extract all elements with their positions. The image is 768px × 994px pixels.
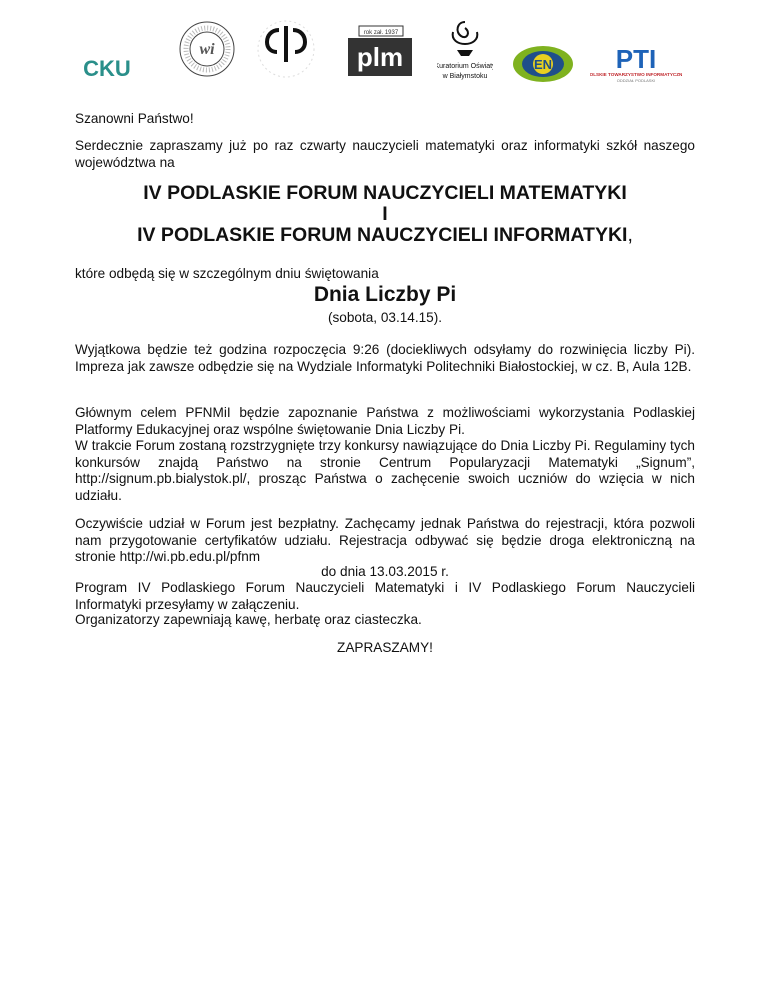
kuratorium-logo (437, 18, 493, 82)
forum-heading-comma: , (627, 224, 633, 246)
pti-logo-text: PTI (615, 46, 657, 74)
cku-logo (72, 55, 142, 81)
cku-logo-text: CKU (83, 56, 131, 81)
en-logo-text: EN (533, 57, 553, 72)
registration-paragraph: Oczywiście udział w Forum jest bezpłatny. Zachęcamy jednak Państwa do rejestracji, która pozwoli nam przygotowanie certyfikatów udziału. Rejestracja odbywać się będzie droga elektroniczną na stronie http://wi.pb.edu.pl/pfnm (75, 516, 695, 564)
pi-day-title: Dnia Liczby Pi (313, 283, 457, 306)
occasion-text: które odbędą się w szczególnym dniu świętowania (75, 266, 379, 281)
forum-heading-line3 (75, 225, 695, 246)
plm-logo-small: rok zał. 1937 (363, 30, 399, 36)
pb-logo (255, 18, 317, 80)
plm-logo (347, 24, 413, 78)
date-line: (sobota, 03.14.15). (327, 310, 443, 325)
kuratorium-line2: w Białymstoku (442, 73, 488, 80)
catering-paragraph: Organizatorzy zapewniają kawę, herbatę oraz ciasteczka. (75, 612, 422, 627)
en-logo (512, 44, 574, 84)
goal-paragraph: Głównym celem PFNMiI będzie zapoznanie Państwa z możliwościami wykorzystania Podlaskiej Platformy Edukacyjnej oraz wspólne świętowanie Dnia Liczby Pi. (75, 405, 695, 437)
pti-logo (590, 46, 682, 86)
intro-paragraph: Serdecznie zapraszamy już po raz czwarty nauczycieli matematyki oraz informatyki szkół naszego województwa na (75, 138, 695, 170)
time-paragraph: Wyjątkowa będzie też godzina rozpoczęcia 9:26 (dociekliwych odsyłamy do rozwinięcia liczby Pi). Impreza jak zawsze odbędzie się na Wydziale Informatyki Politechniki Białostockiej, w cz. B, Aula 12B. (75, 342, 695, 374)
greeting: Szanowni Państwo! (75, 111, 194, 126)
forum-heading-line3-text: IV PODLASKIE FORUM NAUCZYCIELI INFORMATYKI (137, 224, 628, 246)
kuratorium-line1: Kuratorium Oświaty (437, 63, 493, 70)
contests-paragraph: W trakcie Forum zostaną rozstrzygnięte trzy konkursy nawiązujące do Dnia Liczby Pi. Regulaminy tych konkursów znajdą Państwo na stronie Centrum Popularyzacji Matematyki „Signum”, http://signum.pb.bialystok.pl/, prosząc Państwa o zachęcenie swoich uczniów do wzięcia w nich udziału. (75, 438, 695, 503)
wi-logo-text: wi (199, 41, 215, 58)
program-paragraph: Program IV Podlaskiego Forum Nauczycieli Matematyki i IV Podlaskiego Forum Nauczycieli Informatyki przesyłamy w załączeniu. (75, 580, 695, 612)
pti-logo-sub2: ODDZIAŁ PODLASKI (616, 78, 656, 83)
registration-deadline: do dnia 13.03.2015 r. (321, 564, 449, 579)
closing-invitation: ZAPRASZAMY! (337, 640, 433, 655)
forum-heading (75, 183, 695, 246)
wi-logo (178, 20, 236, 78)
plm-logo-text: plm (356, 42, 404, 72)
forum-heading-line1: IV PODLASKIE FORUM NAUCZYCIELI MATEMATYKI (143, 182, 627, 204)
logo-bar (0, 0, 768, 100)
pti-logo-sub: POLSKIE TOWARZYSTWO INFORMATYCZNE (590, 72, 682, 77)
forum-heading-line2: I (382, 203, 388, 225)
